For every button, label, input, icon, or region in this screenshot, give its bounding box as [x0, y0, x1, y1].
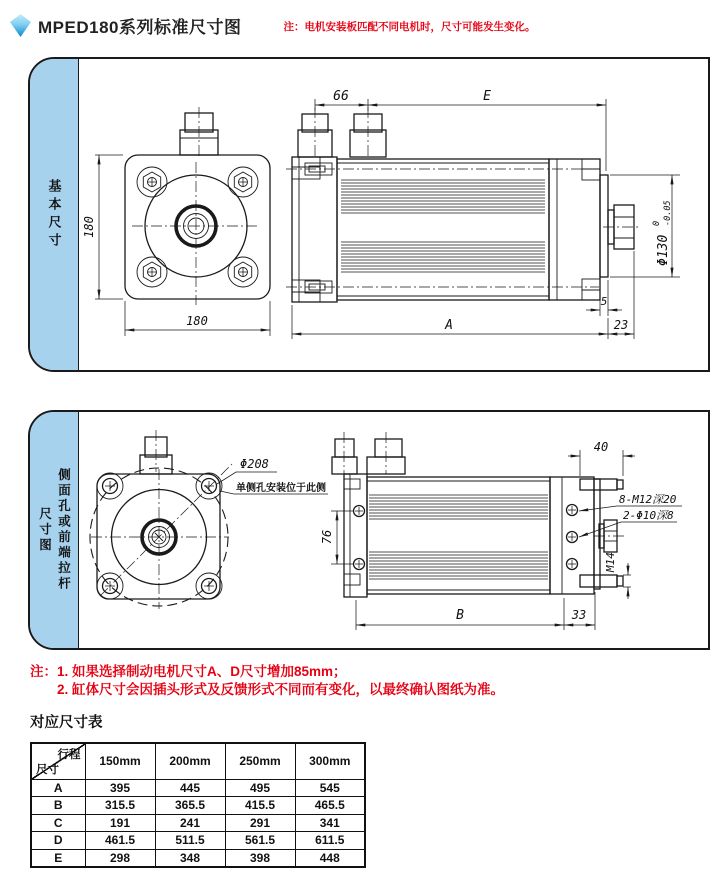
- svg-text:Φ208: Φ208: [240, 457, 269, 471]
- p2-front-view: [90, 430, 328, 609]
- panel2-sidebar: [30, 412, 79, 648]
- panel1-drawing-area: [79, 59, 708, 370]
- cell: 341: [295, 814, 365, 832]
- p1-front-connector: [180, 107, 218, 158]
- p2-dim-40: [568, 440, 635, 476]
- svg-text:Φ130: Φ130: [656, 234, 671, 266]
- p1-front-view: [82, 107, 270, 336]
- row-label: B: [31, 797, 85, 815]
- col-header: 150mm: [85, 743, 155, 779]
- svg-text:180: 180: [82, 216, 96, 238]
- footnote-line1: 注：1. 如果选择制动电机尺寸A、D尺寸增加85mm；: [30, 664, 347, 679]
- cell: 348: [155, 849, 225, 867]
- page-header: [10, 10, 710, 40]
- row-label: C: [31, 814, 85, 832]
- svg-text:8-M12深20: 8-M12深20: [619, 493, 677, 506]
- svg-text:E: E: [483, 89, 491, 104]
- cell: 191: [85, 814, 155, 832]
- svg-text:66: 66: [333, 89, 349, 104]
- p2-side-connectors: [332, 432, 405, 474]
- table-header-row: [31, 743, 365, 779]
- svg-text:33: 33: [571, 608, 587, 622]
- cell: 415.5: [225, 797, 295, 815]
- svg-text:5: 5: [600, 295, 608, 308]
- row-label: E: [31, 849, 85, 867]
- cell: 545: [295, 779, 365, 797]
- svg-text:40: 40: [593, 440, 609, 454]
- col-header: 200mm: [155, 743, 225, 779]
- cell: 511.5: [155, 832, 225, 850]
- cell: 611.5: [295, 832, 365, 850]
- p1-dim-180-horizontal: [125, 301, 270, 336]
- svg-text:-0.05: -0.05: [663, 200, 673, 226]
- corner-label-stroke: 行程: [57, 749, 81, 761]
- p1-dim-A-23: [292, 251, 634, 339]
- table-row: [31, 797, 365, 815]
- p2-label-dia208: [217, 457, 277, 484]
- cell: 461.5: [85, 832, 155, 850]
- panel1-sidebar: [30, 59, 79, 370]
- col-header: 250mm: [225, 743, 295, 779]
- cell: 365.5: [155, 797, 225, 815]
- cell: 465.5: [295, 797, 365, 815]
- col-header: 300mm: [295, 743, 365, 779]
- p2-dim-76: [320, 511, 353, 564]
- svg-text:2-Φ10深8: 2-Φ10深8: [623, 509, 674, 522]
- cell: 398: [225, 849, 295, 867]
- table-row: [31, 849, 365, 867]
- cell: 291: [225, 814, 295, 832]
- p1-side-connectors: [298, 107, 386, 157]
- svg-text:180: 180: [186, 314, 208, 328]
- p1-side-view: [286, 89, 680, 339]
- p2-front-connector: [140, 430, 172, 474]
- table-corner-cell: [31, 743, 85, 779]
- cell: 561.5: [225, 832, 295, 850]
- p2-side-view: [320, 432, 682, 630]
- panel1-sidebar-label: 基本尺寸: [46, 178, 62, 251]
- p2-dim-B-33: [356, 592, 595, 630]
- p2-label-side-hole-note: [220, 481, 328, 494]
- table-row: [31, 832, 365, 850]
- dimension-table: [30, 742, 366, 868]
- svg-text:A: A: [445, 318, 453, 333]
- panel-side-hole-tie-rod: [28, 410, 710, 650]
- p1-corner-bolts: [137, 167, 258, 287]
- svg-text:单侧孔安装位于此侧: 单侧孔安装位于此侧: [236, 483, 326, 494]
- svg-text:0: 0: [652, 220, 662, 226]
- cell: 315.5: [85, 797, 155, 815]
- panel2-sidebar-label: 侧面孔或前端拉杆: [56, 468, 71, 592]
- table-row: [31, 814, 365, 832]
- corner-label-dim: 尺寸: [36, 763, 59, 776]
- footnote-line2: 2. 缸体尺寸会因插头形式及反馈形式不同而有变化，以最终确认图纸为准。: [57, 682, 505, 697]
- cell: 395: [85, 779, 155, 797]
- cell: 448: [295, 849, 365, 867]
- p1-dim-5: [586, 280, 622, 316]
- svg-text:B: B: [456, 608, 464, 623]
- svg-text:M14: M14: [604, 552, 617, 572]
- panel2-sidebar-sublabel: 尺寸图: [37, 506, 52, 554]
- cell: 298: [85, 849, 155, 867]
- row-label: A: [31, 779, 85, 797]
- footnotes: [30, 663, 504, 699]
- table-title: 对应尺寸表: [30, 715, 103, 731]
- svg-text:23: 23: [613, 318, 629, 332]
- p1-dim-dia130: [610, 175, 680, 277]
- panel1-drawing: [79, 59, 708, 370]
- diamond-icon: [10, 14, 31, 37]
- table-row: [31, 779, 365, 797]
- row-label: D: [31, 832, 85, 850]
- cell: 445: [155, 779, 225, 797]
- page-title: MPED180系列标准尺寸图: [38, 17, 242, 37]
- header-warning-note: 注：电机安装板匹配不同电机时，尺寸可能发生变化。: [283, 21, 536, 33]
- svg-text:76: 76: [320, 529, 334, 545]
- panel2-drawing-area: [79, 412, 708, 648]
- p1-dim-180-vertical: [82, 155, 123, 299]
- panel-basic-dimensions: [28, 57, 710, 372]
- cell: 495: [225, 779, 295, 797]
- cell: 241: [155, 814, 225, 832]
- panel2-drawing: [79, 412, 708, 648]
